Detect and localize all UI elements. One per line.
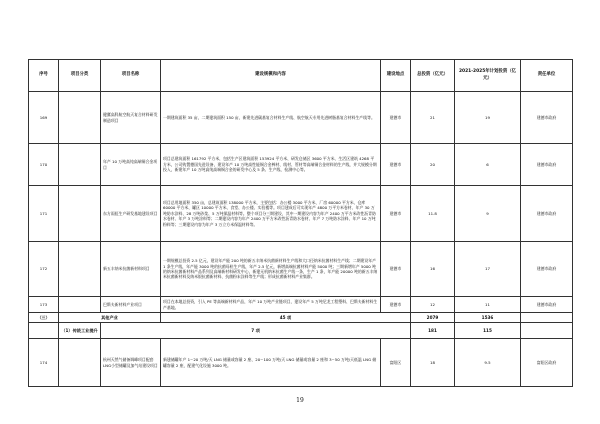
cell-category — [59, 242, 101, 297]
cell-name: 杭州天然气储备调峰项目配套LNG小型储罐及加气站建设项目 — [101, 339, 161, 387]
table-row — [29, 186, 573, 242]
subsection-total: 181 — [411, 323, 455, 339]
cell-total: 16 — [411, 242, 455, 297]
header-name: 项目名称 — [101, 60, 161, 92]
cell-category — [59, 186, 101, 242]
cell-scale: 项目总用地面积 350 亩，总建筑面积 138000 平方米，主要包括：办公楼 3000 平方米、厂房 60000 平方米、仓库 60000 平方米、罐区 10000 平方米、食堂、办公楼、实验楼等。项目建成后可实现年产 4800 万平方米卷材、年产 30 万吨防水涂料、28 万吨砂浆、5 万吨保温材料等。整个项目分三期建设，其中一期建设内容为年产 2400 万平方米改性沥青防水卷材、年产 3 万吨涂料等；二期建设内容为年产 2400 万平方米改性沥青防水卷材、年产 7 万吨防水涂料、年产 10 万吨粉料等；三期建设内容为年产 3 万立方米保温材料等。 — [161, 186, 381, 242]
header-scale: 建设规模和内容 — [161, 60, 381, 92]
cell-total: 18 — [411, 339, 455, 387]
section-unit — [521, 313, 573, 323]
page-number: 19 — [296, 397, 304, 404]
project-table — [28, 59, 573, 387]
cell-location: 建德市 — [381, 297, 411, 313]
cell-unit: 建德市政府 — [521, 144, 573, 186]
cell-name: 巴斯夫新材料产业项目 — [101, 297, 161, 313]
subsection-planned: 115 — [455, 323, 521, 339]
table-row — [29, 242, 573, 297]
cell-total: 12 — [411, 297, 455, 313]
subsection-label: （1）传统工业提升 — [59, 323, 101, 339]
cell-location: 建德市 — [381, 186, 411, 242]
table-row — [29, 297, 573, 313]
section-seq: （三） — [29, 313, 59, 323]
section-row — [29, 313, 573, 323]
section-planned: 1536 — [455, 313, 521, 323]
cell-total: 11.8 — [411, 186, 455, 242]
cell-name: 东方雨虹生产研发基地建设项目 — [101, 186, 161, 242]
subsection-row — [29, 323, 573, 339]
section-count: 45 项 — [161, 313, 411, 323]
cell-location: 建德市 — [381, 144, 411, 186]
cell-planned: 6 — [455, 144, 521, 186]
cell-unit: 建德市政府 — [521, 242, 573, 297]
header-planned-investment: 2021-2025年计划投资（亿元） — [455, 60, 521, 92]
cell-planned: 19 — [455, 92, 521, 144]
cell-name: 年产 10 万吨高纯高端铜合金项目 — [101, 144, 161, 186]
cell-location: 建德市 — [381, 92, 411, 144]
cell-unit: 富阳区政府 — [521, 339, 573, 387]
cell-seq: 171 — [29, 186, 59, 242]
cell-unit: 建德市政府 — [521, 186, 573, 242]
table-row — [29, 339, 573, 387]
cell-planned: 11 — [455, 297, 521, 313]
cell-category — [59, 144, 101, 186]
cell-scale: 项目总建筑面积 161792 平方米，包括生产区建筑面积 153924 平方米、研发仓储区 3600 平方米、生活区建筑 4268 平方米，公司购置德国先进设备，建设年产 10 万吨高性能铜合金棒材、线材、管材等高端铜合金材料的生产线，并大规模分期投入，新建年产 10 万吨高纯高端铜合金的研发中心及 5 条、生产线、检测中心等。 — [161, 144, 381, 186]
cell-location: 建德市 — [381, 242, 411, 297]
cell-total: 21 — [411, 92, 455, 144]
section-label: 其他产业 — [59, 313, 161, 323]
cell-total: 20 — [411, 144, 455, 186]
header-location: 建设地点 — [381, 60, 411, 92]
cell-category — [59, 339, 101, 387]
header-total-investment: 总投资（亿元） — [411, 60, 455, 92]
cell-unit: 建德市政府 — [521, 297, 573, 313]
table-header-row — [29, 60, 573, 92]
cell-location: 富阳区 — [381, 339, 411, 387]
cell-unit: 建德市政府 — [521, 92, 573, 144]
cell-category — [59, 297, 101, 313]
cell-seq: 170 — [29, 144, 59, 186]
header-category: 项目分类 — [59, 60, 101, 92]
cell-scale: 项目在本地总投资，引入 PE 等高端新材料产品，年产 10 万吨产业链项目，建设年产 5 万吨尼龙工程塑料、巴斯夫新材料生产基地。 — [161, 297, 381, 313]
cell-seq: 169 — [29, 92, 59, 144]
cell-name: 健翼高科航空航天复合材料研发制造项目 — [101, 92, 161, 144]
cell-planned: 17 — [455, 242, 521, 297]
cell-planned: 9 — [455, 186, 521, 242]
cell-name: 新五丰纳米抗菌新材料项目 — [101, 242, 161, 297]
cell-scale: 一期规模总投资 2.5 亿元，建设年产能 200 吨的新五丰纳米抗菌新材料生产线和大口径纳米抗菌材料生产线；二期建设年产 1 条生产线，年产能 3000 吨的抗菌母粒生产线，年产 2.5 亿元，新增高端抗菌材料产能 5000 吨；三期新增年产 5000 吨的纳米抗菌新材料产品系列及高端新材料研发中心，新建无机纳米抗菌生产线一条，生产 1 条，年产能 20000 吨的新五丰纳米抗菌新材料及纳米银抗菌新材料、抗菌粉末涂料等生产线；形成抗菌新材料产业集群。 — [161, 242, 381, 297]
cell-scale: 新建储罐年产 1~20 万吨/天 LNG 储量或容量 2 座、20~100 万吨/天 LNG 储量或容量 2 座和 3~50 万吨/天低温 LNG 储罐容量 2 座，配建气化设施 3000 吨。 — [161, 339, 381, 387]
subsection-seq — [29, 323, 59, 339]
cell-planned: 9.5 — [455, 339, 521, 387]
table-row — [29, 92, 573, 144]
cell-scale: 一期建筑面积 35 亩，二期建筑面积 150 亩，新建先进碳基复合材料生产线、航空航天专用先进树脂基复合材料生产线等。 — [161, 92, 381, 144]
subsection-count: 7 项 — [101, 323, 411, 339]
cell-category — [59, 92, 101, 144]
cell-seq: 173 — [29, 297, 59, 313]
header-unit: 责任单位 — [521, 60, 573, 92]
cell-seq: 174 — [29, 339, 59, 387]
subsection-unit — [521, 323, 573, 339]
section-total: 2079 — [411, 313, 455, 323]
cell-seq: 172 — [29, 242, 59, 297]
header-seq: 序号 — [29, 60, 59, 92]
table-row — [29, 144, 573, 186]
